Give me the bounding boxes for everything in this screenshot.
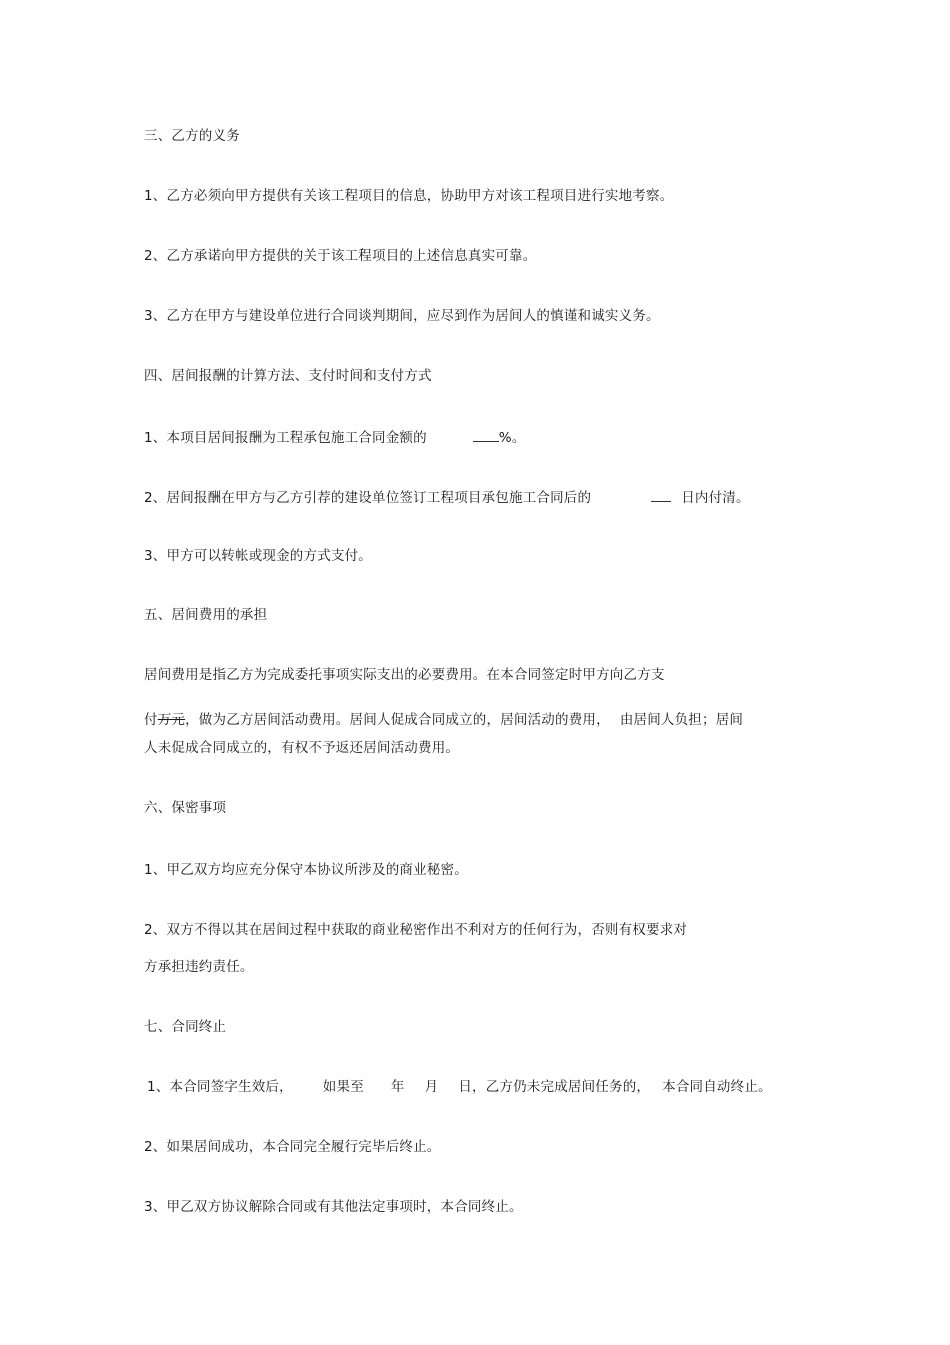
section-7-item-2: 2、如果居间成功，本合同完全履行完毕后终止。 bbox=[144, 1139, 441, 1155]
section-5-heading: 五、居间费用的承担 bbox=[144, 607, 268, 623]
section-3-item-1: 1、乙方必须向甲方提供有关该工程项目的信息，协助甲方对该工程项目进行实地考察。 bbox=[144, 188, 674, 204]
section-7-item-1 bbox=[147, 1078, 772, 1096]
section-5-para-line-2 bbox=[144, 711, 743, 729]
section-4-item-2-suffix: 日内付清。 bbox=[681, 490, 750, 506]
section-7-item-1-year: 年 bbox=[390, 1079, 405, 1095]
section-7-item-1-b: 如果至 bbox=[322, 1079, 364, 1095]
section-7-item-1-a: 1、本合同签字生效后， bbox=[147, 1079, 293, 1095]
section-4-item-2-text: 2、居间报酬在甲方与乙方引荐的建设单位签订工程项目承包施工合同后的 bbox=[144, 490, 592, 506]
section-6-item-1: 1、甲乙双方均应充分保守本协议所涉及的商业秘密。 bbox=[144, 862, 468, 878]
section-5-para-line-1: 居间费用是指乙方为完成委托事项实际支出的必要费用。在本合同签定时甲方向乙方支 bbox=[144, 667, 665, 683]
section-3-heading: 三、乙方的义务 bbox=[144, 128, 240, 144]
section-6-heading: 六、保密事项 bbox=[144, 800, 227, 816]
section-6-item-2-line-2: 方承担违约责任。 bbox=[144, 959, 254, 975]
section-5-para-rest: ，做为乙方居间活动费用。居间人促成合同成立的，居间活动的费用， bbox=[185, 712, 610, 728]
section-7-heading: 七、合同终止 bbox=[144, 1019, 227, 1035]
section-7-item-1-month: 月 bbox=[424, 1079, 439, 1095]
section-3-item-2: 2、乙方承诺向甲方提供的关于该工程项目的上述信息真实可靠。 bbox=[144, 248, 537, 264]
struck-amount: 万元 bbox=[157, 712, 186, 728]
section-7-item-3: 3、甲乙双方协议解除合同或有其他法定事项时，本合同终止。 bbox=[144, 1199, 523, 1215]
section-4-heading: 四、居间报酬的计算方法、支付时间和支付方式 bbox=[144, 368, 432, 384]
section-4-item-1-suffix: %。 bbox=[498, 430, 526, 446]
days-blank bbox=[651, 487, 671, 502]
section-4-item-3: 3、甲方可以转帐或现金的方式支付。 bbox=[144, 548, 372, 564]
section-7-item-1-c: 本合同自动终止。 bbox=[662, 1079, 772, 1095]
section-7-item-1-day: 日，乙方仍未完成居间任务的， bbox=[458, 1079, 651, 1095]
section-5-para-line-3: 人未促成合同成立的，有权不予返还居间活动费用。 bbox=[144, 740, 460, 756]
percent-blank bbox=[473, 427, 499, 442]
section-3-item-3: 3、乙方在甲方与建设单位进行合同谈判期间，应尽到作为居间人的慎谨和诚实义务。 bbox=[144, 308, 660, 324]
section-4-item-2 bbox=[144, 487, 750, 507]
section-4-item-1-text: 1、本项目居间报酬为工程承包施工合同金额的 bbox=[144, 430, 427, 446]
section-6-item-2-line-1: 2、双方不得以其在居间过程中获取的商业秘密作出不利对方的任何行为，否则有权要求对 bbox=[144, 922, 688, 938]
section-5-para-tail: 由居间人负担；居间 bbox=[619, 712, 744, 728]
section-4-item-1 bbox=[144, 427, 526, 447]
section-5-para-prefix: 付 bbox=[144, 712, 158, 728]
